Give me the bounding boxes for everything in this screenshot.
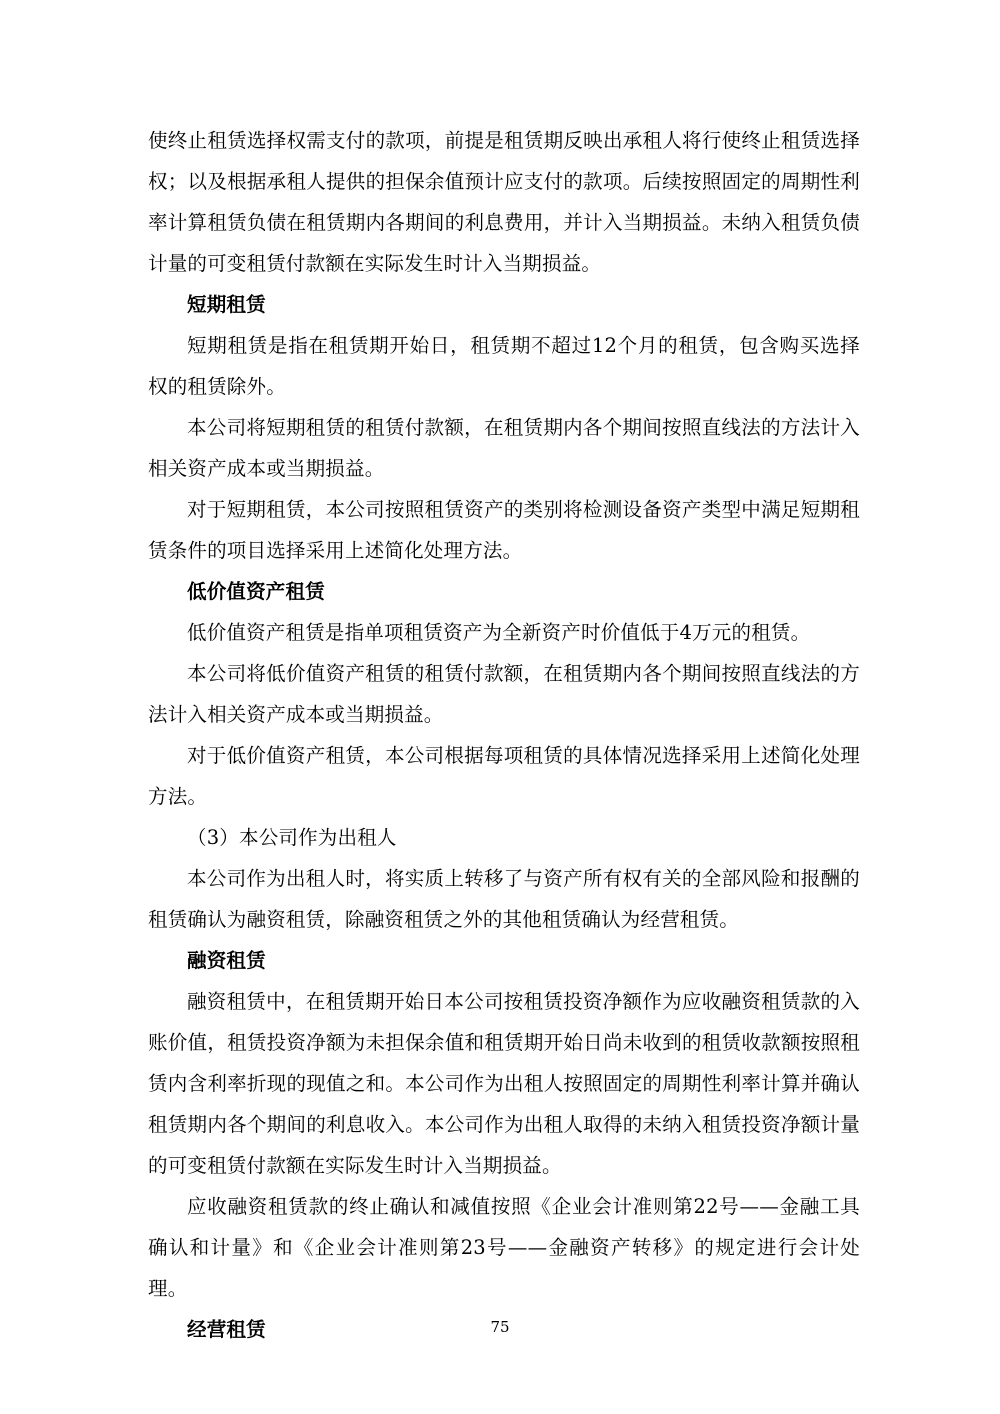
paragraph: 本公司将低价值资产租赁的租赁付款额，在租赁期内各个期间按照直线法的方法计入相关资产成本或当期损益。 [148, 662, 860, 726]
document-body [148, 120, 860, 1350]
paragraph: 应收融资租赁款的终止确认和减值按照《企业会计准则第22号——金融工具确认和计量》和《企业会计准则第23号——金融资产转移》的规定进行会计处理。 [148, 1195, 860, 1300]
paragraph: 低价值资产租赁是指单项租赁资产为全新资产时价值低于4万元的租赁。 [187, 621, 811, 644]
paragraph: 对于短期租赁，本公司按照租赁资产的类别将检测设备资产类型中满足短期租赁条件的项目选择采用上述简化处理方法。 [148, 498, 860, 562]
paragraph: 短期租赁是指在租赁期开始日，租赁期不超过12个月的租赁，包含购买选择权的租赁除外。 [148, 334, 860, 398]
paragraph: 对于低价值资产租赁，本公司根据每项租赁的具体情况选择采用上述简化处理方法。 [148, 744, 860, 808]
section-heading-finance-lease: 融资租赁 [187, 949, 266, 972]
paragraph-item-3-lessor: （3）本公司作为出租人 [187, 826, 397, 849]
section-heading-operating-lease: 经营租赁 [187, 1318, 266, 1341]
section-heading-short-term-lease: 短期租赁 [187, 293, 266, 316]
section-heading-low-value-asset-lease: 低价值资产租赁 [187, 580, 325, 603]
paragraph: 融资租赁中，在租赁期开始日本公司按租赁投资净额作为应收融资租赁款的入账价值，租赁投资净额为未担保余值和租赁期开始日尚未收到的租赁收款额按照租赁内含利率折现的现值之和。本公司作为出租人按照固定的周期性利率计算并确认租赁期内各个期间的利息收入。本公司作为出租人取得的未纳入租赁投资净额计量的可变租赁付款额在实际发生时计入当期损益。 [148, 990, 860, 1177]
paragraph: 本公司将短期租赁的租赁付款额，在租赁期内各个期间按照直线法的方法计入相关资产成本或当期损益。 [148, 416, 860, 480]
paragraph: 本公司作为出租人时，将实质上转移了与资产所有权有关的全部风险和报酬的租赁确认为融资租赁，除融资租赁之外的其他租赁确认为经营租赁。 [148, 867, 860, 931]
paragraph-continued: 使终止租赁选择权需支付的款项，前提是租赁期反映出承租人将行使终止租赁选择权；以及根据承租人提供的担保余值预计应支付的款项。后续按照固定的周期性利率计算租赁负债在租赁期内各期间的利息费用，并计入当期损益。未纳入租赁负债计量的可变租赁付款额在实际发生时计入当期损益。 [148, 129, 860, 275]
page-number: 75 [490, 1318, 510, 1336]
